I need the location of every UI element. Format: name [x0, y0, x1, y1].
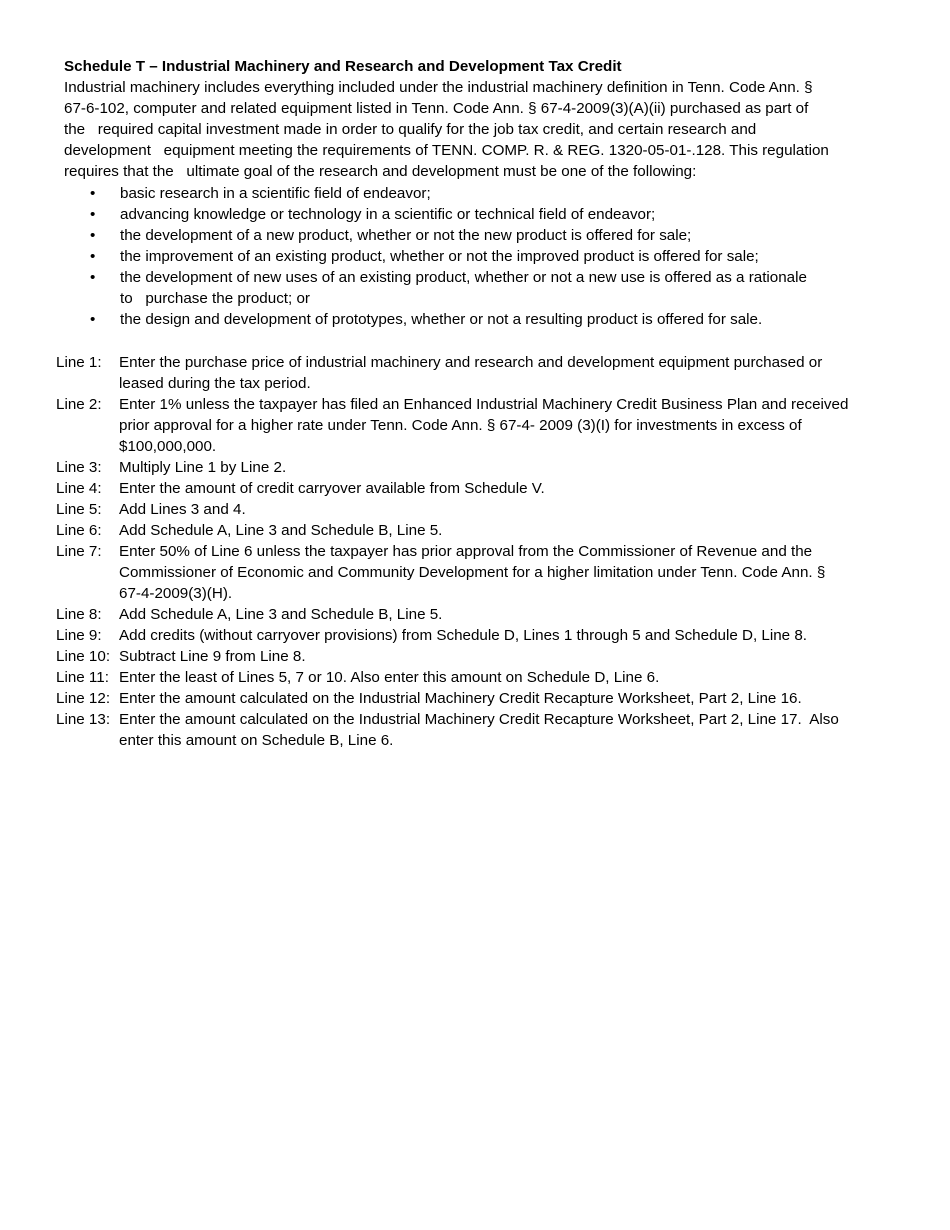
- line-description: Enter the amount calculated on the Industrial Machinery Credit Recapture Worksheet, Part 2, Line 16.: [119, 690, 802, 707]
- bullet-text: advancing knowledge or technology in a scientific or technical field of endeavor;: [120, 206, 656, 223]
- line-label: Line 7:: [56, 543, 102, 560]
- line-description: leased during the tax period.: [119, 375, 311, 392]
- line-label: Line 12:: [56, 690, 111, 707]
- line-description: 67-4-2009(3)(H).: [119, 585, 233, 602]
- line-label: Line 8:: [56, 606, 102, 623]
- line-label: Line 9:: [56, 627, 102, 644]
- instruction-row: [56, 667, 902, 688]
- line-description: $100,000,000.: [119, 438, 217, 455]
- line-label: Line 1:: [56, 354, 102, 371]
- bullet-text: basic research in a scientific field of endeavor;: [120, 185, 431, 202]
- line-description: Subtract Line 9 from Line 8.: [119, 648, 306, 665]
- instruction-row: [56, 646, 902, 667]
- intro-line: Industrial machinery includes everything included under the industrial machinery definition in Tenn. Code Ann. §: [64, 79, 813, 96]
- instruction-row: [56, 520, 902, 541]
- line-description: Add credits (without carryover provisions) from Schedule D, Lines 1 through 5 and Schedule D, Line 8.: [119, 627, 808, 644]
- list-item: [64, 309, 894, 330]
- line-description: Enter the least of Lines 5, 7 or 10. Also enter this amount on Schedule D, Line 6.: [119, 669, 660, 686]
- line-label: Line 2:: [56, 396, 102, 413]
- instruction-row: [56, 457, 902, 478]
- line-label: Line 5:: [56, 501, 102, 518]
- instruction-row: [56, 499, 902, 520]
- bullet-icon: •: [90, 311, 96, 328]
- line-description: Add Lines 3 and 4.: [119, 501, 246, 518]
- bullet-icon: •: [90, 185, 96, 202]
- line-label: Line 3:: [56, 459, 102, 476]
- line-description: Enter the amount of credit carryover available from Schedule V.: [119, 480, 545, 497]
- intro-line: development equipment meeting the requirements of TENN. COMP. R. & REG. 1320-05-01-.128. This regulation: [64, 142, 829, 159]
- intro-line: requires that the ultimate goal of the research and development must be one of the following:: [64, 163, 697, 180]
- line-description: Add Schedule A, Line 3 and Schedule B, Line 5.: [119, 522, 443, 539]
- line-label: Line 11:: [56, 669, 109, 686]
- instruction-row: [56, 604, 902, 625]
- line-label: Line 13:: [56, 711, 111, 728]
- instruction-row: [56, 625, 902, 646]
- bullet-text: the development of a new product, whether or not the new product is offered for sale;: [120, 227, 692, 244]
- line-description: Multiply Line 1 by Line 2.: [119, 459, 287, 476]
- line-label: Line 4:: [56, 480, 102, 497]
- instruction-row: [56, 352, 902, 394]
- bullet-text: the design and development of prototypes, whether or not a resulting product is offered for sale.: [120, 311, 763, 328]
- goals-bullet-list: [64, 183, 894, 330]
- list-item: [64, 267, 894, 309]
- intro-paragraph: [64, 77, 894, 182]
- line-description: Add Schedule A, Line 3 and Schedule B, Line 5.: [119, 606, 443, 623]
- line-instructions: [56, 352, 902, 751]
- line-description: Commissioner of Economic and Community Development for a higher limitation under Tenn. Code Ann. §: [119, 564, 826, 581]
- line-label: Line 6:: [56, 522, 102, 539]
- line-description: prior approval for a higher rate under Tenn. Code Ann. § 67-4- 2009 (3)(I) for investments in excess of: [119, 417, 802, 434]
- intro-line: the required capital investment made in order to qualify for the job tax credit, and certain research and: [64, 121, 757, 138]
- line-description: Enter the amount calculated on the Industrial Machinery Credit Recapture Worksheet, Part 2, Line 17. Also: [119, 711, 839, 728]
- bullet-text: the development of new uses of an existing product, whether or not a new use is offered as a rationale: [120, 269, 807, 286]
- line-description: enter this amount on Schedule B, Line 6.: [119, 732, 394, 749]
- instruction-row: [56, 709, 902, 751]
- intro-line: 67-6-102, computer and related equipment listed in Tenn. Code Ann. § 67-4-2009(3)(A)(ii) purchased as part of: [64, 100, 809, 117]
- instruction-row: [56, 478, 902, 499]
- bullet-icon: •: [90, 269, 96, 286]
- line-description: Enter 50% of Line 6 unless the taxpayer has prior approval from the Commissioner of Revenue and the: [119, 543, 813, 560]
- line-description: Enter 1% unless the taxpayer has filed an Enhanced Industrial Machinery Credit Business Plan and received: [119, 396, 849, 413]
- bullet-icon: •: [90, 248, 96, 265]
- bullet-icon: •: [90, 227, 96, 244]
- instruction-row: [56, 688, 902, 709]
- instruction-row: [56, 541, 902, 604]
- list-item: [64, 246, 894, 267]
- list-item: [64, 183, 894, 204]
- page-title: Schedule T – Industrial Machinery and Research and Development Tax Credit: [64, 58, 622, 75]
- line-description: Enter the purchase price of industrial machinery and research and development equipment purchased or: [119, 354, 823, 371]
- instruction-row: [56, 394, 902, 457]
- bullet-text: the improvement of an existing product, whether or not the improved product is offered for sale;: [120, 248, 759, 265]
- list-item: [64, 204, 894, 225]
- list-item: [64, 225, 894, 246]
- bullet-icon: •: [90, 206, 96, 223]
- line-label: Line 10:: [56, 648, 111, 665]
- bullet-text: to purchase the product; or: [120, 290, 310, 307]
